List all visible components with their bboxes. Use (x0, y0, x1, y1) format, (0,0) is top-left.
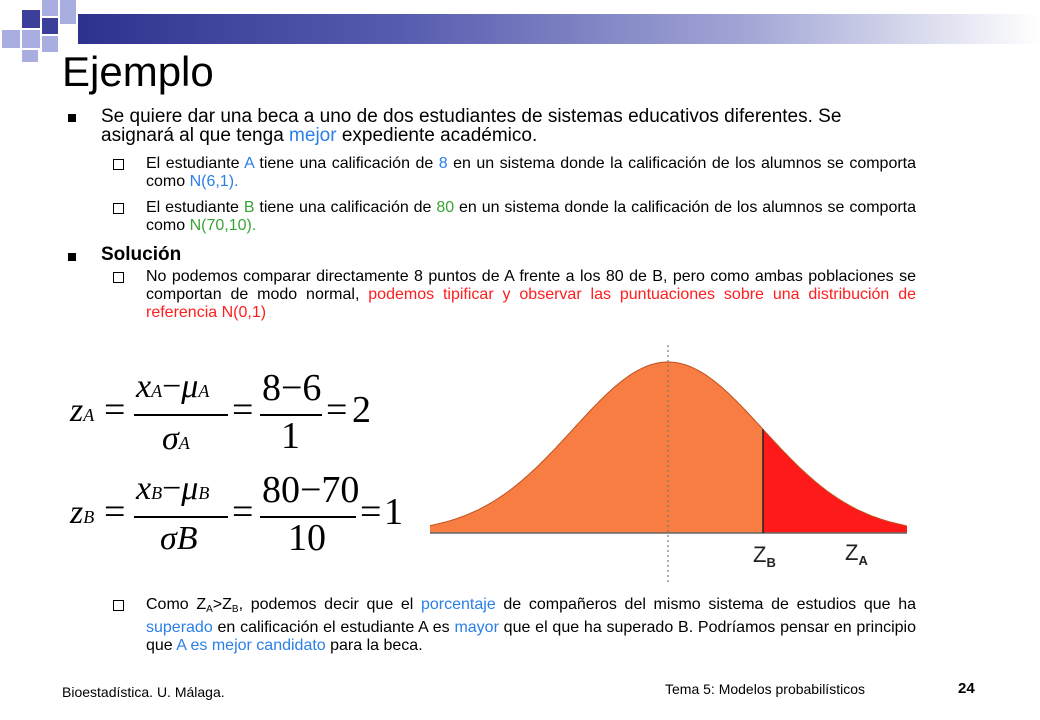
formula-var: σB (160, 520, 198, 557)
text-part: en un sistema donde la calificación de los alumnos se comporta como (146, 155, 917, 190)
deco-square (22, 50, 38, 62)
deco-square (42, 36, 58, 52)
conclusion-text (146, 596, 916, 655)
sub-bullet-marker (113, 600, 124, 611)
deco-square (22, 30, 40, 48)
formula-var: μ (181, 368, 199, 405)
text-part: El estudiante (146, 155, 245, 172)
minus-sign: − (162, 368, 182, 405)
student-b-label: B (243, 199, 255, 216)
formula-var: z (70, 392, 84, 429)
student-a-text (146, 155, 916, 191)
equals-sign: = (326, 389, 348, 431)
text-part: de compañeros del mismo sistema de estudios que ha (495, 596, 916, 613)
text-part: que el que ha superado B. Podríamos pensar en principio que (146, 619, 916, 654)
text-part: No podemos comparar directamente 8 puntos de A frente a los 80 de B, pero como ambas poblaciones se comportan de modo normal, (146, 268, 916, 303)
text-part: Como Z (146, 596, 207, 613)
student-b-distribution: N(70,10). (189, 217, 257, 234)
intro-text-part: expediente académico. (336, 125, 538, 146)
formula-sub: A (151, 381, 163, 401)
formula-numbers: 8−6 (262, 367, 322, 409)
solution-text (146, 268, 916, 322)
formula-result: 1 (384, 491, 403, 533)
equals-sign: = (360, 491, 382, 533)
student-a-label: A (244, 155, 254, 172)
sub-bullet-marker (113, 159, 124, 170)
normal-curve-figure (425, 340, 915, 590)
minus-sign: − (162, 470, 182, 507)
bullet-marker (68, 253, 76, 261)
solution-heading: Solución (101, 244, 182, 265)
deco-square (42, 0, 58, 16)
formula-var: μ (181, 470, 199, 507)
student-b-text (146, 199, 916, 235)
intro-highlight: mejor (289, 125, 337, 146)
text-part: en un sistema donde la calificación de los alumnos se comporta como (146, 199, 917, 234)
footer-topic: Tema 5: Modelos probabilísticos (665, 681, 865, 697)
formula-var: z (70, 494, 84, 531)
highlight-surpassed: superado (146, 619, 213, 636)
deco-square (2, 30, 20, 48)
sub-bullet-marker (113, 203, 124, 214)
upper-tail-area (763, 429, 907, 533)
title-bar (78, 14, 1040, 44)
formula-sub: B (83, 507, 95, 527)
formula-sub: A (178, 433, 190, 453)
sub-bullet-marker (113, 272, 124, 283)
footer-course: Bioestadística. U. Málaga. (62, 684, 225, 700)
text-part: , podemos decir que el (238, 596, 421, 613)
highlight-better-candidate: A es mejor candidato (176, 637, 326, 654)
fraction-line (134, 414, 228, 416)
intro-text-part: Se quiere dar una beca a uno de dos estudiantes de sistemas educativos diferentes. Se asignará al que tenga (101, 106, 842, 146)
page-number: 24 (958, 680, 975, 697)
deco-square (42, 18, 58, 34)
slide-title: Ejemplo (62, 48, 214, 95)
equals-sign: = (232, 389, 254, 431)
formula-sub: B (151, 483, 163, 503)
formula-numbers: 80−70 (262, 469, 360, 511)
equals-sign: = (232, 491, 254, 533)
highlight-percentage: porcentaje (421, 596, 496, 613)
subscript: A (206, 604, 213, 615)
formula-var: x (136, 368, 152, 405)
text-part: en calificación el estudiante A es (212, 619, 455, 636)
highlight-greater: mayor (454, 619, 499, 636)
formula-numbers: 10 (288, 517, 326, 559)
text-part: tiene una calificación de (254, 199, 437, 216)
formula-var: σ (162, 420, 179, 457)
formula-sub: A (198, 381, 210, 401)
formula-numbers: 1 (281, 415, 300, 457)
formula-sub: B (198, 483, 210, 503)
deco-square (60, 0, 76, 24)
text-part: para la beca. (325, 637, 423, 654)
subscript: B (231, 604, 239, 615)
zb-label: $Z_B$ (753, 542, 776, 570)
formula-result: 2 (352, 389, 371, 431)
bullet-marker (68, 114, 76, 122)
student-a-score: 8 (438, 155, 448, 172)
text-part: El estudiante (146, 199, 244, 216)
formula-var: x (136, 470, 152, 507)
intro-text (101, 107, 901, 145)
formula-sub: A (83, 405, 95, 425)
equals-sign: = (104, 389, 126, 431)
student-a-distribution: N(6,1). (189, 173, 239, 190)
text-part: tiene una calificación de (253, 155, 439, 172)
za-label: $Z_A$ (845, 540, 868, 568)
deco-square (22, 10, 40, 28)
equals-sign: = (104, 491, 126, 533)
student-b-score: 80 (436, 199, 455, 216)
solution-highlight: podemos tipificar y observar las puntuaciones sobre una distribución de referencia N(0,1) (146, 286, 917, 321)
fraction-line (134, 516, 228, 518)
text-part: >Z (212, 596, 232, 613)
